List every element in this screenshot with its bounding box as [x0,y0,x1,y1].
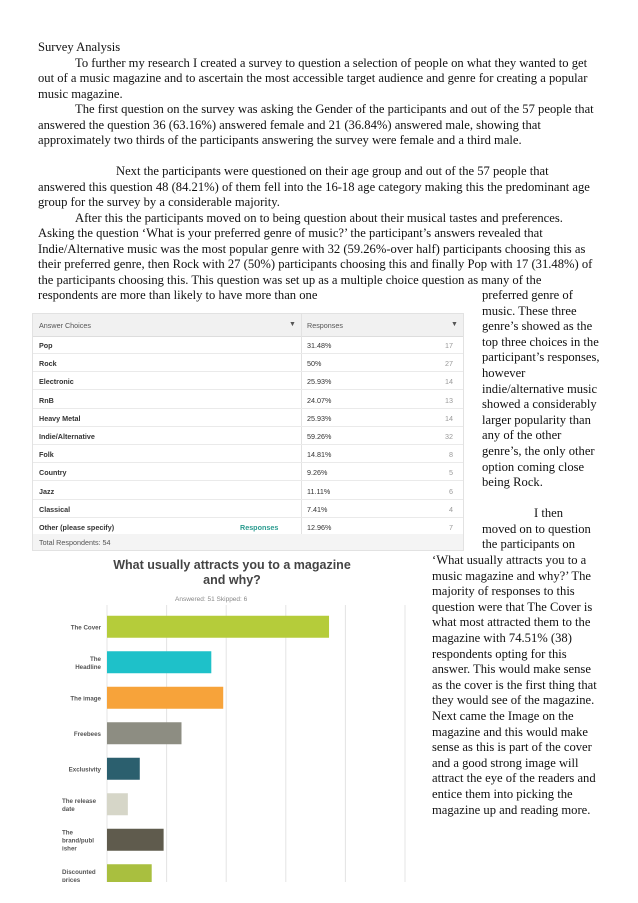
table-header [33,314,463,337]
response-count: 5 [449,468,453,478]
bar-the-headline [107,651,211,673]
chart-title: What usually attracts you to a magazine and why? [113,558,351,587]
side-text-attracts: ‘What usually attracts you to a music magazine and why?’ The majority of responses to this question were that The Cover is what most attracted them to the magazine with 74.51% (38) respondents opting for this answer. This would make sense as the cover is the first thing that they would see of the magazine. Next came the Image on the magazine and this would make sense as this is part of the cover and a good strong image will attract the eye of the readers and entice them into picking the magazine up and reading more. [432,553,597,817]
response-percent: 9.26% [307,468,328,478]
side-text-next: I then moved on to question the participants on [482,506,591,552]
answer-choice: Country [39,468,67,478]
answer-choice: Electronic [39,377,74,387]
chart-subtitle: Answered: 51 Skipped: 6 [175,596,248,603]
total-respondents: Total Respondents: 54 [39,538,111,547]
response-count: 17 [445,341,453,350]
table-row [33,336,463,354]
response-count: 8 [449,450,453,460]
paragraph-age: Next the participants were questioned on their age group and out of the 57 people that answered this question 48 (84.21%) of them fell into the 16-18 age category making this the predominant age group for the survey by a considerable majority. [38,164,590,210]
response-count: 32 [445,432,453,441]
answer-choice: Folk [39,450,54,460]
table-row [33,445,463,463]
response-count: 14 [445,377,453,387]
category-label: The image [70,695,101,703]
response-percent: 25.93% [307,377,332,387]
response-percent: 50% [307,359,322,369]
answer-choice: Pop [39,341,53,350]
attraction-bar-chart [57,552,417,882]
col-responses: Responses [307,321,343,330]
response-percent: 25.93% [307,413,332,423]
table-row [33,427,463,445]
answer-choice: Heavy Metal [39,413,81,423]
category-label: Exclusivity [68,766,101,774]
paragraph-intro: To further my research I created a survey to question a selection of people on what they wanted to get out of a music magazine and to ascertain the most accessible target audience and genre for creating a popular music magazine. [38,55,588,101]
answer-choice: RnB [39,395,54,405]
table-row [33,463,463,481]
answer-choice: Indie/Alternative [39,432,95,441]
response-percent: 11.11% [307,486,331,496]
answer-choice: Classical [39,504,71,514]
response-count: 13 [445,395,453,405]
table-row [33,354,463,372]
response-percent: 12.96% [307,523,332,532]
response-count: 14 [445,413,453,423]
category-label: Freebees [73,730,101,738]
table-total-row [33,534,463,550]
response-count: 7 [449,523,453,532]
category-label: The brand/publ isher [62,829,94,853]
response-percent: 59.26% [307,432,332,441]
chevron-down-icon[interactable]: ▼ [289,321,296,328]
response-count: 6 [449,486,453,496]
response-percent: 31.48% [307,341,332,350]
response-percent: 24.07% [307,395,332,405]
bar-freebees [107,722,182,744]
bar-the-cover [107,616,329,638]
bar-the-brand-publisher [107,829,164,851]
answer-choice: Other (please specify) [39,523,115,532]
category-label: The release date [62,797,97,813]
table-row [33,391,463,409]
genre-survey-table [32,313,464,551]
paragraph-gender: The first question on the survey was asking the Gender of the participants and out of the 57 people that answered the question 36 (63.16%) answered female and 21 (36.84%) answered male, showing that approximately two thirds of the participants answering the survey were female and a third male. [38,102,594,148]
bar-exclusivity [107,758,140,780]
bar-the-release-date [107,793,128,815]
side-text-genre: preferred genre of music. These three genre’s showed as the top three choices in the participant’s responses, however indie/alternative music showed a considerably larger popularity than any of the other genre’s, the only other option coming close being Rock. [482,288,600,490]
bar-discounted-prices [107,864,152,882]
category-label: The Headline [75,655,101,671]
response-count: 4 [449,504,453,514]
table-row [33,409,463,427]
response-count: 27 [445,359,453,369]
bar-the-image [107,687,223,709]
category-label: Discounted prices [62,868,96,882]
paragraph-genre: After this the participants moved on to being question about their musical tastes and preferences. Asking the question ‘What is your preferred genre of music?’ the participant’s answers revealed that Indie/Alternative music was the most popular genre with 32 (59.26%-over half) participants choosing this as their preferred genre, then Rock with 27 (50%) participants choosing this and finally Pop with 17 (31.48%) of the participants choosing this. This question was set up as a multiple choice question as many of the respondents are more than likely to have more than one [38,210,593,303]
chevron-down-icon[interactable]: ▼ [451,321,458,328]
table-row [33,500,463,518]
answer-choice: Rock [39,359,57,369]
category-label: The Cover [70,624,101,632]
response-percent: 7.41% [307,504,328,514]
responses-link[interactable]: Responses [240,523,279,532]
col-answer-choices: Answer Choices [39,321,91,330]
response-percent: 14.81% [307,450,332,460]
table-row [33,372,463,390]
chart-plot [57,552,417,882]
table-row [33,482,463,500]
page-heading: Survey Analysis [38,40,121,54]
answer-choice: Jazz [39,486,55,496]
